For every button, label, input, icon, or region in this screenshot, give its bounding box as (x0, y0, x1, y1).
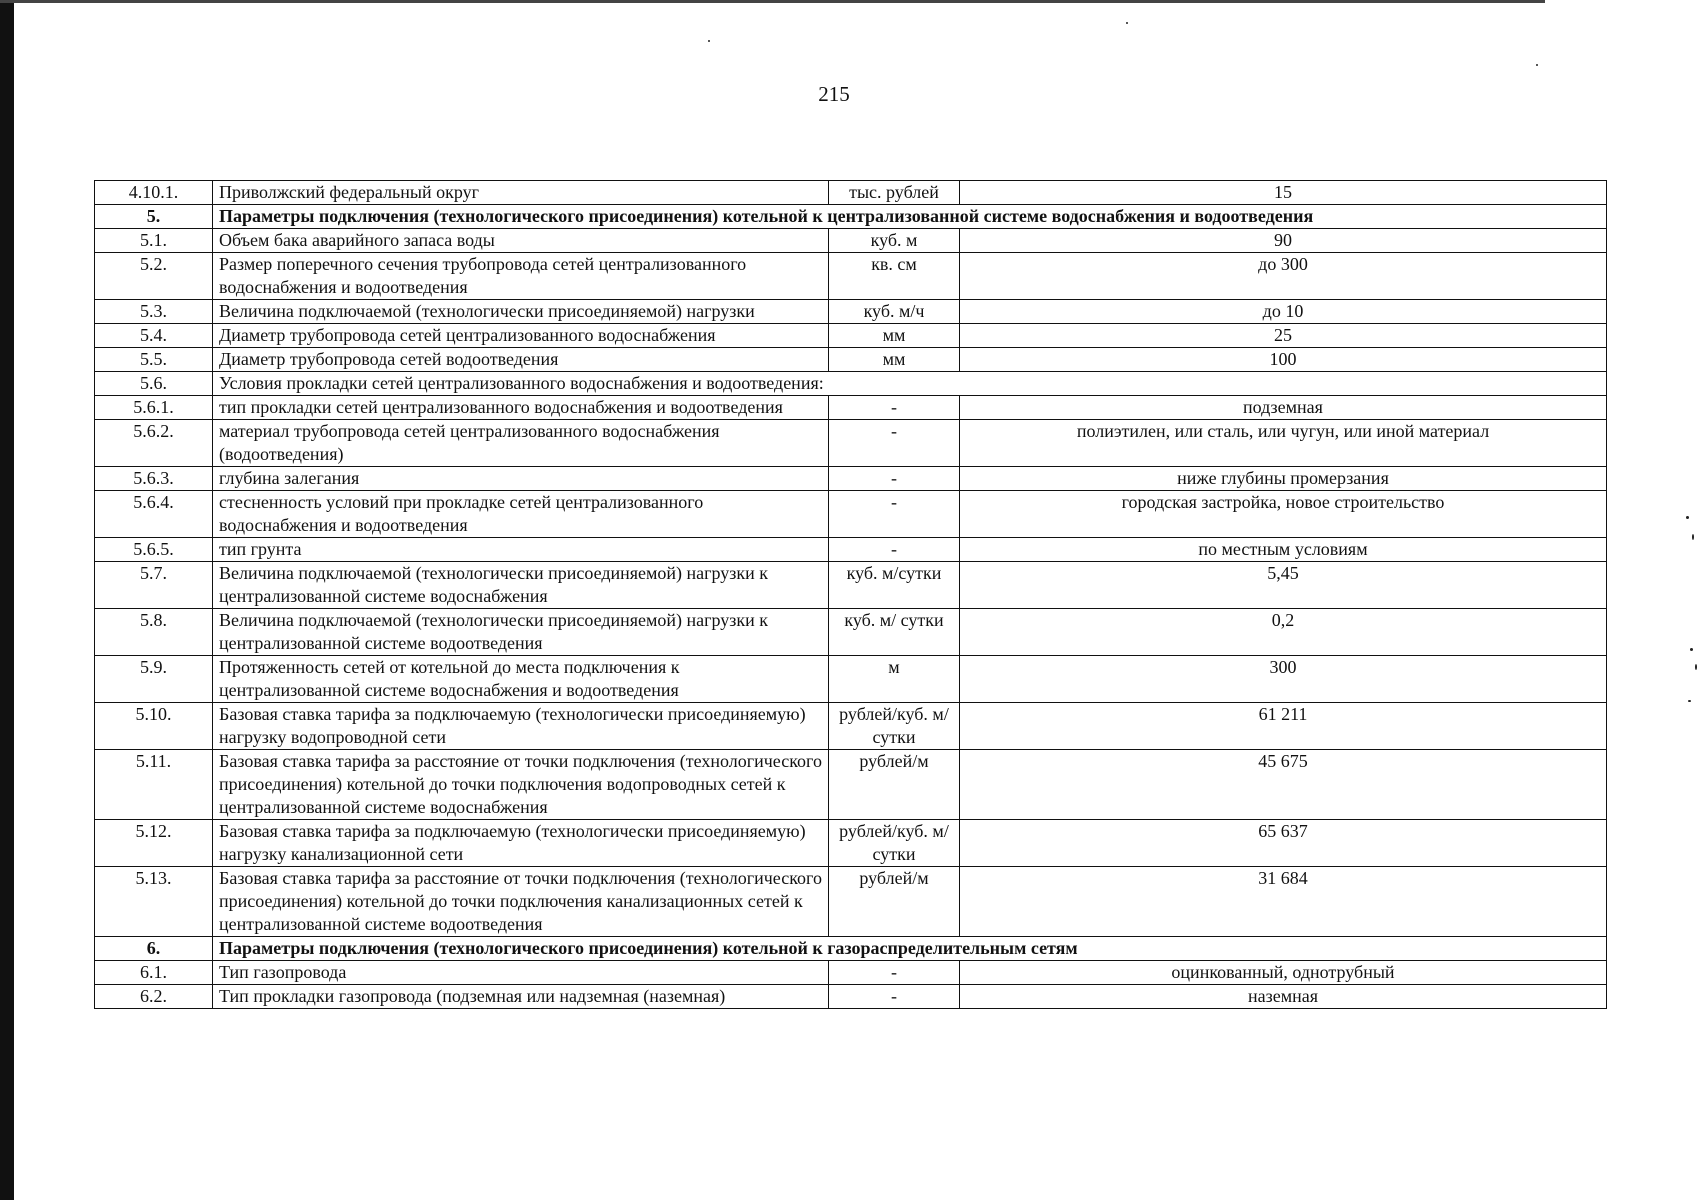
table-row (95, 372, 1607, 396)
value-cell: по местным условиям (960, 538, 1607, 562)
parameter-name: Тип прокладки газопровода (подземная или надземная (наземная) (213, 985, 829, 1009)
value-cell: 15 (960, 181, 1607, 205)
parameter-name: Диаметр трубопровода сетей водоотведения (213, 348, 829, 372)
parameter-name: Протяженность сетей от котельной до места подключения к централизованной системе водоснабжения и водоотведения (213, 656, 829, 703)
row-number: 5.6.3. (95, 467, 213, 491)
row-number: 4.10.1. (95, 181, 213, 205)
row-number: 5.10. (95, 703, 213, 750)
row-number: 5.6.1. (95, 396, 213, 420)
row-number: 5.6.2. (95, 420, 213, 467)
unit-cell: - (829, 961, 960, 985)
table-body (95, 181, 1607, 1009)
table-row (95, 609, 1607, 656)
row-number: 5.7. (95, 562, 213, 609)
row-number: 5.11. (95, 750, 213, 820)
table-row (95, 538, 1607, 562)
scan-top-edge (0, 0, 1545, 3)
value-cell: 0,2 (960, 609, 1607, 656)
subsection-title: Условия прокладки сетей централизованного водоснабжения и водоотведения: (213, 372, 1607, 396)
row-number: 5.5. (95, 348, 213, 372)
parameter-name: Базовая ставка тарифа за подключаемую (технологически присоединяемую) нагрузку канализационной сети (213, 820, 829, 867)
table-row (95, 300, 1607, 324)
value-cell: подземная (960, 396, 1607, 420)
row-number: 5.12. (95, 820, 213, 867)
value-cell: 100 (960, 348, 1607, 372)
parameter-name: Величина подключаемой (технологически присоединяемой) нагрузки к централизованной системе водоотведения (213, 609, 829, 656)
unit-cell: - (829, 467, 960, 491)
row-number: 5.3. (95, 300, 213, 324)
value-cell: полиэтилен, или сталь, или чугун, или иной материал (960, 420, 1607, 467)
row-number: 5.4. (95, 324, 213, 348)
unit-cell: - (829, 538, 960, 562)
unit-cell: - (829, 491, 960, 538)
scan-speck (1686, 516, 1689, 519)
parameters-table (94, 180, 1607, 1009)
row-number: 6.1. (95, 961, 213, 985)
row-number: 6.2. (95, 985, 213, 1009)
table-row (95, 656, 1607, 703)
table-row (95, 348, 1607, 372)
value-cell: наземная (960, 985, 1607, 1009)
unit-cell: мм (829, 324, 960, 348)
table-row (95, 491, 1607, 538)
value-cell: 25 (960, 324, 1607, 348)
unit-cell: - (829, 420, 960, 467)
value-cell: ниже глубины промерзания (960, 467, 1607, 491)
row-number: 5.6.5. (95, 538, 213, 562)
row-number: 5.13. (95, 867, 213, 937)
value-cell: до 300 (960, 253, 1607, 300)
table-row (95, 937, 1607, 961)
value-cell: 65 637 (960, 820, 1607, 867)
table-row (95, 396, 1607, 420)
table-row (95, 420, 1607, 467)
parameter-name: Величина подключаемой (технологически присоединяемой) нагрузки (213, 300, 829, 324)
table-row (95, 867, 1607, 937)
unit-cell: тыс. рублей (829, 181, 960, 205)
scan-speck (1695, 664, 1697, 670)
value-cell: 300 (960, 656, 1607, 703)
unit-cell: рублей/куб. м/сутки (829, 820, 960, 867)
unit-cell: куб. м/ сутки (829, 609, 960, 656)
parameter-name: Базовая ставка тарифа за расстояние от точки подключения (технологического присоединения) котельной до точки подключения канализационных сетей к централизованной системе водоотведения (213, 867, 829, 937)
unit-cell: куб. м/ч (829, 300, 960, 324)
section-title: Параметры подключения (технологического присоединения) котельной к газораспределительным сетям (213, 937, 1607, 961)
table-row (95, 205, 1607, 229)
unit-cell: рублей/м (829, 750, 960, 820)
scan-speck (1688, 700, 1691, 702)
table-row (95, 961, 1607, 985)
table-row (95, 985, 1607, 1009)
value-cell: городская застройка, новое строительство (960, 491, 1607, 538)
scan-left-edge (0, 0, 14, 1200)
value-cell: 5,45 (960, 562, 1607, 609)
parameter-name: тип грунта (213, 538, 829, 562)
value-cell: до 10 (960, 300, 1607, 324)
table-row (95, 253, 1607, 300)
parameter-name: тип прокладки сетей централизованного водоснабжения и водоотведения (213, 396, 829, 420)
row-number: 5. (95, 205, 213, 229)
row-number: 5.6.4. (95, 491, 213, 538)
unit-cell: м (829, 656, 960, 703)
table-row (95, 324, 1607, 348)
scan-speck (1126, 22, 1128, 24)
value-cell: 61 211 (960, 703, 1607, 750)
unit-cell: мм (829, 348, 960, 372)
unit-cell: куб. м (829, 229, 960, 253)
parameter-name: глубина залегания (213, 467, 829, 491)
parameter-name: Величина подключаемой (технологически присоединяемой) нагрузки к централизованной системе водоснабжения (213, 562, 829, 609)
parameter-name: Приволжский федеральный округ (213, 181, 829, 205)
unit-cell: кв. см (829, 253, 960, 300)
value-cell: 45 675 (960, 750, 1607, 820)
table-row (95, 562, 1607, 609)
scan-speck (1692, 534, 1694, 540)
table-row (95, 750, 1607, 820)
parameter-name: Диаметр трубопровода сетей централизованного водоснабжения (213, 324, 829, 348)
row-number: 5.1. (95, 229, 213, 253)
table-row (95, 703, 1607, 750)
row-number: 5.9. (95, 656, 213, 703)
unit-cell: куб. м/сутки (829, 562, 960, 609)
row-number: 5.2. (95, 253, 213, 300)
unit-cell: рублей/м (829, 867, 960, 937)
scan-speck (1690, 648, 1693, 651)
table-row (95, 820, 1607, 867)
table-row (95, 467, 1607, 491)
row-number: 6. (95, 937, 213, 961)
page-number: 215 (818, 82, 850, 106)
value-cell: оцинкованный, однотрубный (960, 961, 1607, 985)
table-row (95, 229, 1607, 253)
table-row (95, 181, 1607, 205)
row-number: 5.8. (95, 609, 213, 656)
value-cell: 90 (960, 229, 1607, 253)
unit-cell: - (829, 396, 960, 420)
parameter-name: Базовая ставка тарифа за подключаемую (технологически присоединяемую) нагрузку водопроводной сети (213, 703, 829, 750)
parameter-name: Объем бака аварийного запаса воды (213, 229, 829, 253)
value-cell: 31 684 (960, 867, 1607, 937)
parameter-name: Размер поперечного сечения трубопровода сетей централизованного водоснабжения и водоотведения (213, 253, 829, 300)
parameter-name: стесненность условий при прокладке сетей централизованного водоснабжения и водоотведения (213, 491, 829, 538)
unit-cell: - (829, 985, 960, 1009)
parameter-name: материал трубопровода сетей централизованного водоснабжения (водоотведения) (213, 420, 829, 467)
scan-speck (708, 40, 710, 42)
scan-speck (1536, 64, 1538, 66)
unit-cell: рублей/куб. м/сутки (829, 703, 960, 750)
row-number: 5.6. (95, 372, 213, 396)
section-title: Параметры подключения (технологического присоединения) котельной к централизованной системе водоснабжения и водоотведения (213, 205, 1607, 229)
parameter-name: Тип газопровода (213, 961, 829, 985)
parameter-name: Базовая ставка тарифа за расстояние от точки подключения (технологического присоединения) котельной до точки подключения водопроводных сетей к централизованной системе водоснабжения (213, 750, 829, 820)
